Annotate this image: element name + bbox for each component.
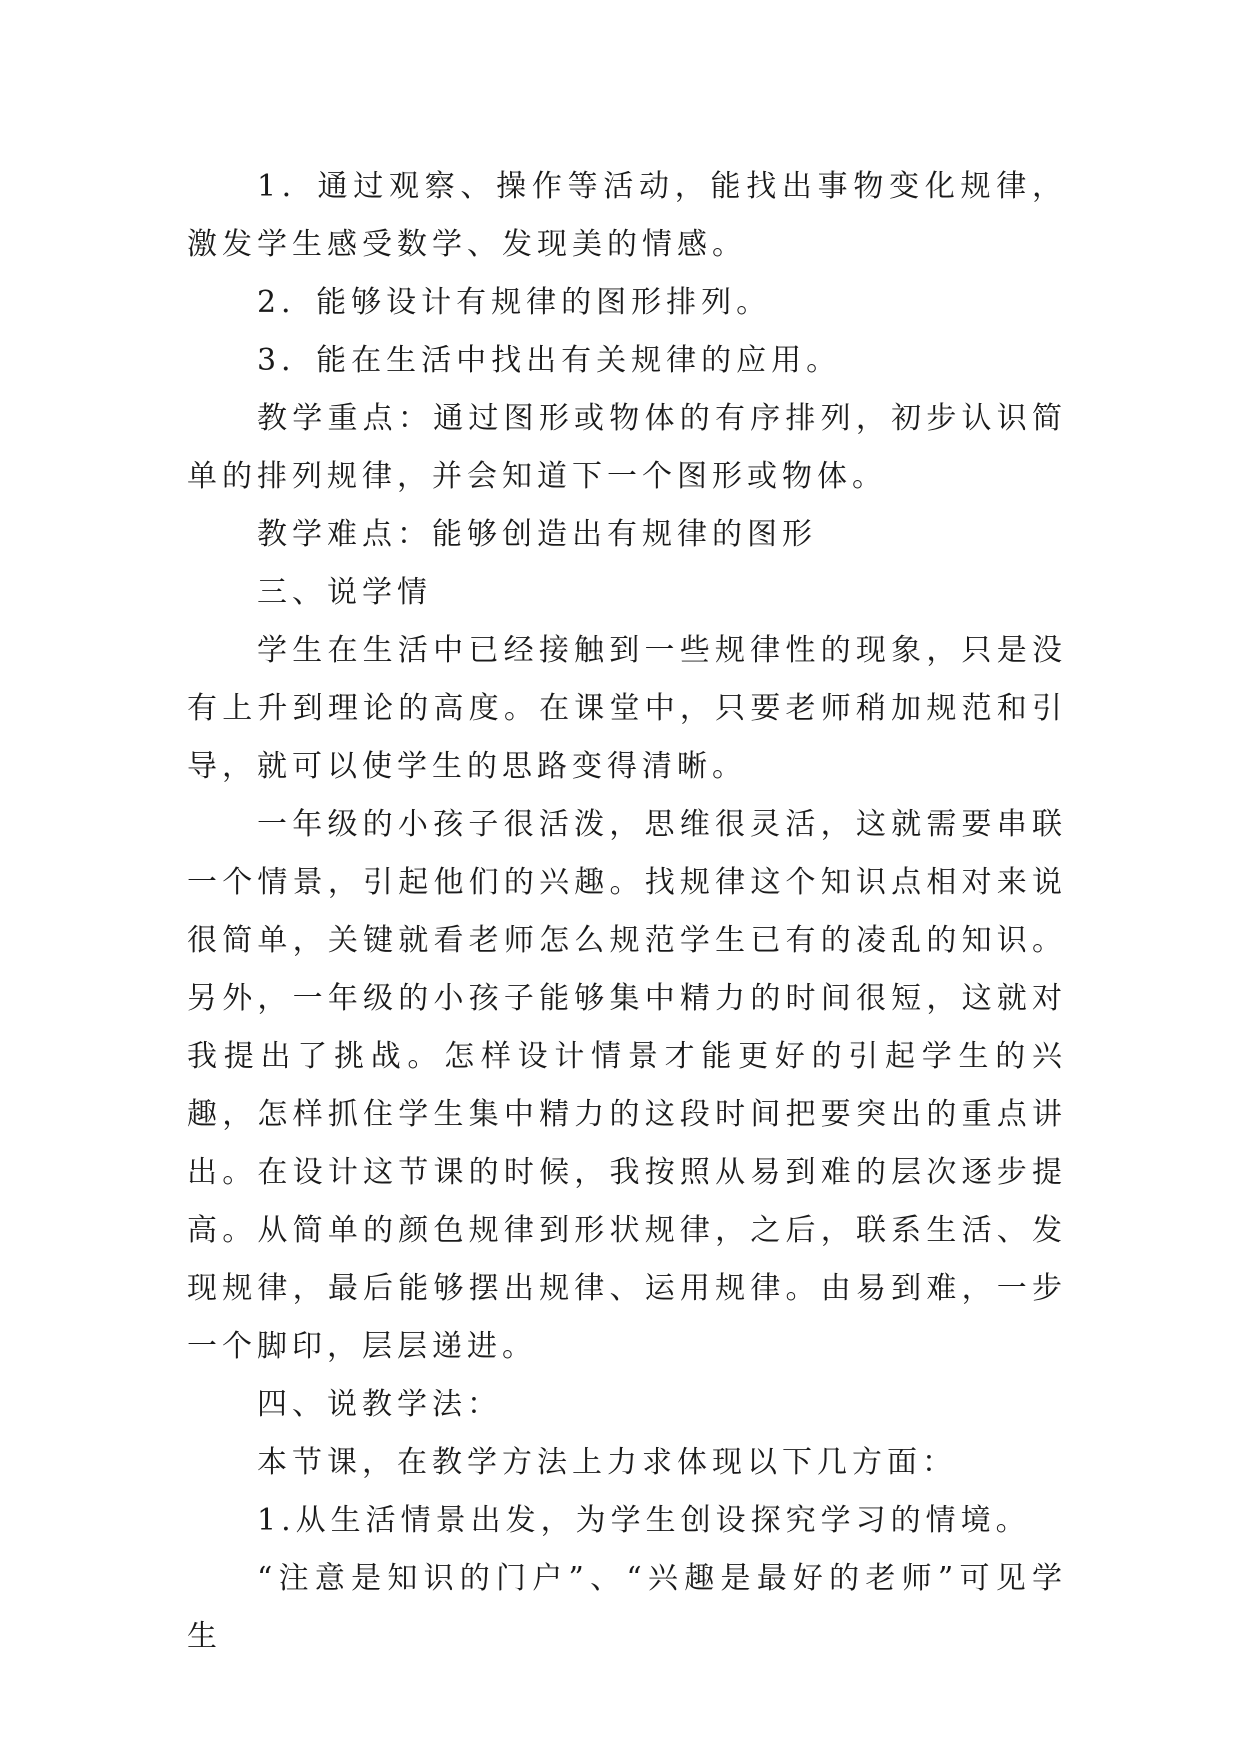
teaching-method-item-1: 1.从生活情景出发，为学生创设探究学习的情境。 bbox=[257, 1503, 1031, 1538]
objective-2-paragraph: 2．能够设计有规律的图形排列。 bbox=[257, 285, 772, 320]
quote-paragraph: “注意是知识的门户”、“兴趣是最好的老师”可见学生 bbox=[187, 1561, 1067, 1654]
teaching-difficulty-paragraph: 教学难点：能够创造出有规律的图形 bbox=[257, 517, 817, 552]
teaching-method-intro-paragraph: 本节课，在教学方法上力求体现以下几方面： bbox=[257, 1445, 957, 1480]
student-situation-paragraph-2: 一年级的小孩子很活泼，思维很灵活，这就需要串联一个情景，引起他们的兴趣。找规律这个知识点相对来说很简单，关键就看老师怎么规范学生已有的凌乱的知识。另外，一年级的小孩子能够集中精力的时间很短，这就对我提出了挑战。怎样设计情景才能更好的引起学生的兴趣，怎样抓住学生集中精力的这段时间把要突出的重点讲出。在设计这节课的时候，我按照从易到难的层次逐步提高。从简单的颜色规律到形状规律，之后，联系生活、发现规律，最后能够摆出规律、运用规律。由易到难，一步一个脚印，层层递进。 bbox=[187, 807, 1067, 1364]
section-heading-teaching-method: 四、说教学法： bbox=[257, 1387, 502, 1422]
objective-3-paragraph: 3．能在生活中找出有关规律的应用。 bbox=[257, 343, 842, 378]
document-body bbox=[187, 158, 1067, 1666]
teaching-focus-paragraph: 教学重点：通过图形或物体的有序排列，初步认识简单的排列规律，并会知道下一个图形或物体。 bbox=[187, 401, 1067, 494]
objective-1-paragraph: 1．通过观察、操作等活动，能找出事物变化规律，激发学生感受数学、发现美的情感。 bbox=[187, 169, 1067, 262]
section-heading-student-situation: 三、说学情 bbox=[257, 575, 432, 610]
student-situation-paragraph-1: 学生在生活中已经接触到一些规律性的现象，只是没有上升到理论的高度。在课堂中，只要老师稍加规范和引导，就可以使学生的思路变得清晰。 bbox=[187, 633, 1067, 784]
